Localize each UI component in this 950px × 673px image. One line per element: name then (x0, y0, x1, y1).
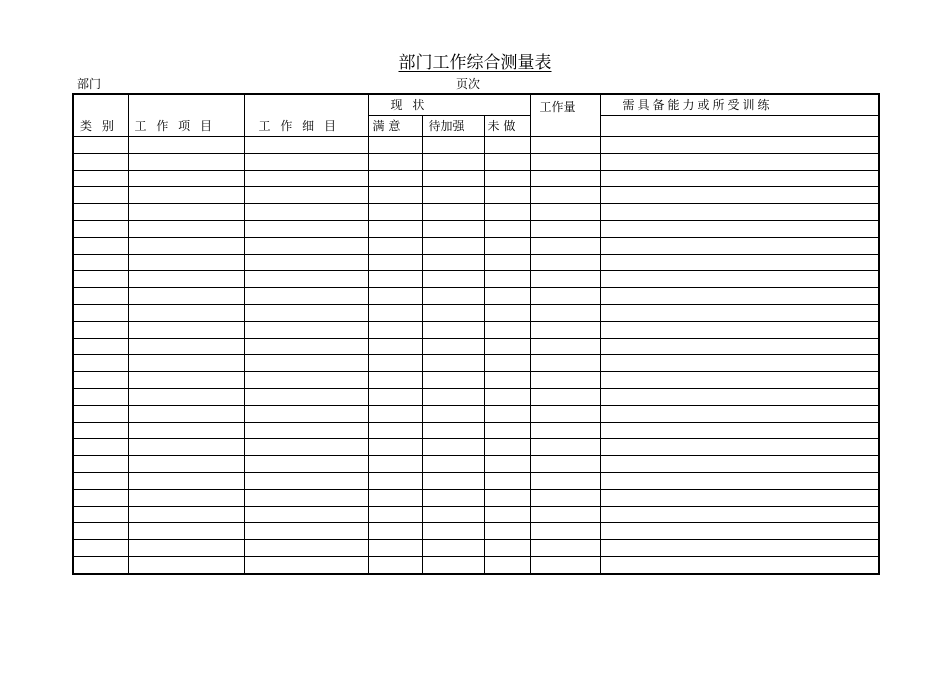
cell-not-done[interactable] (484, 254, 530, 271)
cell-improve[interactable] (422, 254, 484, 271)
cell-work-item[interactable] (128, 304, 244, 321)
cell-improve[interactable] (422, 170, 484, 187)
cell-improve[interactable] (422, 137, 484, 154)
cell-work-detail[interactable] (244, 556, 368, 573)
cell-required-ability[interactable] (600, 338, 879, 355)
table-row (73, 355, 879, 372)
cell-improve[interactable] (422, 304, 484, 321)
cell-satisfied[interactable] (368, 237, 422, 254)
cell-not-done[interactable] (484, 187, 530, 204)
cell-not-done[interactable] (484, 422, 530, 439)
cell-work-detail[interactable] (244, 170, 368, 187)
cell-not-done[interactable] (484, 472, 530, 489)
header-status-improve: 待加强 (422, 116, 484, 137)
cell-category[interactable] (73, 220, 128, 237)
cell-improve[interactable] (422, 372, 484, 389)
cell-required-ability[interactable] (600, 271, 879, 288)
table-row (73, 439, 879, 456)
cell-workload[interactable] (530, 355, 600, 372)
cell-satisfied[interactable] (368, 271, 422, 288)
cell-workload[interactable] (530, 271, 600, 288)
cell-improve[interactable] (422, 321, 484, 338)
cell-satisfied[interactable] (368, 304, 422, 321)
cell-not-done[interactable] (484, 439, 530, 456)
cell-work-item[interactable] (128, 237, 244, 254)
cell-not-done[interactable] (484, 456, 530, 473)
cell-not-done[interactable] (484, 321, 530, 338)
cell-improve[interactable] (422, 405, 484, 422)
cell-not-done[interactable] (484, 204, 530, 221)
cell-workload[interactable] (530, 153, 600, 170)
cell-required-ability[interactable] (600, 556, 879, 573)
header-status-not-done: 未 做 (484, 116, 530, 137)
cell-satisfied[interactable] (368, 472, 422, 489)
table-row (73, 338, 879, 355)
cell-satisfied[interactable] (368, 170, 422, 187)
cell-improve[interactable] (422, 506, 484, 523)
table-row (73, 204, 879, 221)
cell-work-detail[interactable] (244, 288, 368, 305)
cell-not-done[interactable] (484, 523, 530, 540)
cell-not-done[interactable] (484, 372, 530, 389)
cell-category[interactable] (73, 556, 128, 573)
cell-work-detail[interactable] (244, 540, 368, 557)
cell-required-ability[interactable] (600, 523, 879, 540)
cell-required-ability[interactable] (600, 254, 879, 271)
cell-satisfied[interactable] (368, 137, 422, 154)
cell-workload[interactable] (530, 170, 600, 187)
cell-work-item[interactable] (128, 405, 244, 422)
cell-work-detail[interactable] (244, 355, 368, 372)
cell-satisfied[interactable] (368, 439, 422, 456)
cell-satisfied[interactable] (368, 405, 422, 422)
cell-work-detail[interactable] (244, 506, 368, 523)
cell-not-done[interactable] (484, 220, 530, 237)
cell-category[interactable] (73, 271, 128, 288)
cell-required-ability[interactable] (600, 153, 879, 170)
header-work-detail: 工 作 细 目 (244, 94, 368, 137)
cell-workload[interactable] (530, 338, 600, 355)
cell-category[interactable] (73, 405, 128, 422)
cell-improve[interactable] (422, 456, 484, 473)
cell-satisfied[interactable] (368, 506, 422, 523)
cell-required-ability[interactable] (600, 137, 879, 154)
cell-required-ability[interactable] (600, 170, 879, 187)
table-row (73, 153, 879, 170)
cell-category[interactable] (73, 237, 128, 254)
cell-workload[interactable] (530, 220, 600, 237)
cell-satisfied[interactable] (368, 456, 422, 473)
table-row (73, 254, 879, 271)
cell-required-ability[interactable] (600, 439, 879, 456)
cell-category[interactable] (73, 456, 128, 473)
cell-work-item[interactable] (128, 422, 244, 439)
cell-work-item[interactable] (128, 372, 244, 389)
cell-work-item[interactable] (128, 456, 244, 473)
cell-improve[interactable] (422, 540, 484, 557)
table-row (73, 506, 879, 523)
cell-required-ability[interactable] (600, 405, 879, 422)
cell-satisfied[interactable] (368, 288, 422, 305)
cell-satisfied[interactable] (368, 540, 422, 557)
cell-workload[interactable] (530, 187, 600, 204)
cell-not-done[interactable] (484, 338, 530, 355)
cell-workload[interactable] (530, 237, 600, 254)
cell-work-detail[interactable] (244, 422, 368, 439)
cell-required-ability[interactable] (600, 304, 879, 321)
cell-work-item[interactable] (128, 137, 244, 154)
table-row (73, 137, 879, 154)
cell-category[interactable] (73, 388, 128, 405)
cell-category[interactable] (73, 489, 128, 506)
cell-required-ability[interactable] (600, 472, 879, 489)
cell-work-item[interactable] (128, 254, 244, 271)
cell-improve[interactable] (422, 220, 484, 237)
table-row (73, 540, 879, 557)
table-row (73, 237, 879, 254)
cell-required-ability[interactable] (600, 388, 879, 405)
cell-work-detail[interactable] (244, 220, 368, 237)
cell-work-item[interactable] (128, 556, 244, 573)
cell-satisfied[interactable] (368, 523, 422, 540)
cell-work-detail[interactable] (244, 472, 368, 489)
table-row (73, 304, 879, 321)
cell-work-detail[interactable] (244, 523, 368, 540)
cell-work-item[interactable] (128, 489, 244, 506)
cell-satisfied[interactable] (368, 355, 422, 372)
table-row (73, 170, 879, 187)
cell-required-ability[interactable] (600, 540, 879, 557)
cell-work-detail[interactable] (244, 372, 368, 389)
table-row (73, 456, 879, 473)
cell-category[interactable] (73, 170, 128, 187)
header-status-satisfied: 满 意 (368, 116, 422, 137)
cell-work-detail[interactable] (244, 304, 368, 321)
cell-category[interactable] (73, 422, 128, 439)
cell-not-done[interactable] (484, 137, 530, 154)
cell-category[interactable] (73, 523, 128, 540)
table-row (73, 388, 879, 405)
cell-not-done[interactable] (484, 506, 530, 523)
cell-work-item[interactable] (128, 288, 244, 305)
cell-not-done[interactable] (484, 170, 530, 187)
cell-work-detail[interactable] (244, 271, 368, 288)
cell-workload[interactable] (530, 388, 600, 405)
cell-work-detail[interactable] (244, 321, 368, 338)
cell-category[interactable] (73, 153, 128, 170)
cell-category[interactable] (73, 540, 128, 557)
cell-required-ability[interactable] (600, 355, 879, 372)
cell-work-item[interactable] (128, 271, 244, 288)
cell-category[interactable] (73, 254, 128, 271)
cell-required-ability[interactable] (600, 187, 879, 204)
cell-work-detail[interactable] (244, 153, 368, 170)
cell-workload[interactable] (530, 372, 600, 389)
cell-work-detail[interactable] (244, 439, 368, 456)
cell-work-item[interactable] (128, 338, 244, 355)
cell-category[interactable] (73, 304, 128, 321)
cell-not-done[interactable] (484, 489, 530, 506)
cell-required-ability[interactable] (600, 237, 879, 254)
cell-work-detail[interactable] (244, 187, 368, 204)
cell-work-item[interactable] (128, 540, 244, 557)
cell-satisfied[interactable] (368, 489, 422, 506)
cell-satisfied[interactable] (368, 388, 422, 405)
cell-required-ability[interactable] (600, 220, 879, 237)
header-required-ability: 需具备能力或所受训练 (600, 94, 879, 116)
header-category: 类 别 (73, 94, 128, 137)
table-row (73, 489, 879, 506)
cell-category[interactable] (73, 204, 128, 221)
cell-improve[interactable] (422, 288, 484, 305)
cell-work-item[interactable] (128, 472, 244, 489)
cell-workload[interactable] (530, 405, 600, 422)
cell-not-done[interactable] (484, 304, 530, 321)
cell-category[interactable] (73, 439, 128, 456)
cell-work-detail[interactable] (244, 456, 368, 473)
table-row (73, 372, 879, 389)
cell-category[interactable] (73, 321, 128, 338)
cell-improve[interactable] (422, 523, 484, 540)
table-row (73, 271, 879, 288)
cell-category[interactable] (73, 472, 128, 489)
cell-improve[interactable] (422, 422, 484, 439)
cell-satisfied[interactable] (368, 338, 422, 355)
cell-work-detail[interactable] (244, 254, 368, 271)
cell-improve[interactable] (422, 439, 484, 456)
cell-improve[interactable] (422, 388, 484, 405)
cell-satisfied[interactable] (368, 422, 422, 439)
cell-work-item[interactable] (128, 506, 244, 523)
cell-improve[interactable] (422, 237, 484, 254)
cell-category[interactable] (73, 355, 128, 372)
cell-required-ability[interactable] (600, 204, 879, 221)
cell-not-done[interactable] (484, 237, 530, 254)
cell-category[interactable] (73, 372, 128, 389)
cell-work-item[interactable] (128, 153, 244, 170)
cell-category[interactable] (73, 137, 128, 154)
cell-work-detail[interactable] (244, 137, 368, 154)
table-row (73, 187, 879, 204)
cell-workload[interactable] (530, 422, 600, 439)
cell-not-done[interactable] (484, 556, 530, 573)
cell-category[interactable] (73, 187, 128, 204)
cell-work-item[interactable] (128, 321, 244, 338)
table-row (73, 405, 879, 422)
table-row (73, 472, 879, 489)
cell-not-done[interactable] (484, 388, 530, 405)
table-row (73, 523, 879, 540)
cell-workload[interactable] (530, 288, 600, 305)
cell-improve[interactable] (422, 204, 484, 221)
cell-work-item[interactable] (128, 439, 244, 456)
cell-category[interactable] (73, 338, 128, 355)
cell-work-detail[interactable] (244, 388, 368, 405)
cell-workload[interactable] (530, 304, 600, 321)
cell-workload[interactable] (530, 137, 600, 154)
cell-satisfied[interactable] (368, 556, 422, 573)
cell-not-done[interactable] (484, 288, 530, 305)
document-title: 部门工作综合测量表 (398, 53, 552, 73)
cell-improve[interactable] (422, 556, 484, 573)
cell-category[interactable] (73, 288, 128, 305)
header-row-1 (73, 94, 879, 116)
cell-satisfied[interactable] (368, 321, 422, 338)
cell-not-done[interactable] (484, 355, 530, 372)
cell-required-ability[interactable] (600, 321, 879, 338)
cell-workload[interactable] (530, 506, 600, 523)
cell-work-item[interactable] (128, 204, 244, 221)
header-status-group: 现 状 (368, 94, 530, 116)
cell-improve[interactable] (422, 472, 484, 489)
table-row (73, 556, 879, 573)
cell-required-ability[interactable] (600, 456, 879, 473)
cell-workload[interactable] (530, 472, 600, 489)
cell-required-ability[interactable] (600, 372, 879, 389)
cell-satisfied[interactable] (368, 153, 422, 170)
cell-improve[interactable] (422, 338, 484, 355)
cell-workload[interactable] (530, 523, 600, 540)
cell-required-ability[interactable] (600, 422, 879, 439)
cell-satisfied[interactable] (368, 204, 422, 221)
cell-not-done[interactable] (484, 153, 530, 170)
cell-not-done[interactable] (484, 271, 530, 288)
cell-workload[interactable] (530, 456, 600, 473)
cell-work-item[interactable] (128, 388, 244, 405)
page-number-label: 页次 (456, 77, 481, 91)
cell-work-detail[interactable] (244, 405, 368, 422)
cell-improve[interactable] (422, 355, 484, 372)
cell-required-ability[interactable] (600, 489, 879, 506)
header-workload: 工作量 (530, 94, 600, 137)
cell-work-item[interactable] (128, 220, 244, 237)
department-label: 部门 (77, 77, 102, 91)
cell-work-item[interactable] (128, 187, 244, 204)
cell-workload[interactable] (530, 556, 600, 573)
cell-workload[interactable] (530, 439, 600, 456)
cell-improve[interactable] (422, 187, 484, 204)
cell-workload[interactable] (530, 254, 600, 271)
measurement-form-table (72, 93, 880, 575)
cell-workload[interactable] (530, 204, 600, 221)
table-row (73, 220, 879, 237)
header-ability-sub-empty (600, 116, 879, 137)
cell-workload[interactable] (530, 489, 600, 506)
table-row (73, 321, 879, 338)
table-row (73, 422, 879, 439)
cell-improve[interactable] (422, 271, 484, 288)
cell-satisfied[interactable] (368, 220, 422, 237)
table-row (73, 288, 879, 305)
cell-workload[interactable] (530, 321, 600, 338)
cell-work-detail[interactable] (244, 338, 368, 355)
cell-not-done[interactable] (484, 405, 530, 422)
cell-category[interactable] (73, 506, 128, 523)
cell-work-detail[interactable] (244, 204, 368, 221)
cell-workload[interactable] (530, 540, 600, 557)
cell-required-ability[interactable] (600, 506, 879, 523)
cell-required-ability[interactable] (600, 288, 879, 305)
cell-work-item[interactable] (128, 523, 244, 540)
cell-satisfied[interactable] (368, 187, 422, 204)
cell-not-done[interactable] (484, 540, 530, 557)
cell-satisfied[interactable] (368, 372, 422, 389)
cell-work-item[interactable] (128, 355, 244, 372)
cell-work-item[interactable] (128, 170, 244, 187)
cell-work-detail[interactable] (244, 237, 368, 254)
cell-improve[interactable] (422, 489, 484, 506)
header-work-item: 工 作 项 目 (128, 94, 244, 137)
cell-improve[interactable] (422, 153, 484, 170)
cell-satisfied[interactable] (368, 254, 422, 271)
cell-work-detail[interactable] (244, 489, 368, 506)
